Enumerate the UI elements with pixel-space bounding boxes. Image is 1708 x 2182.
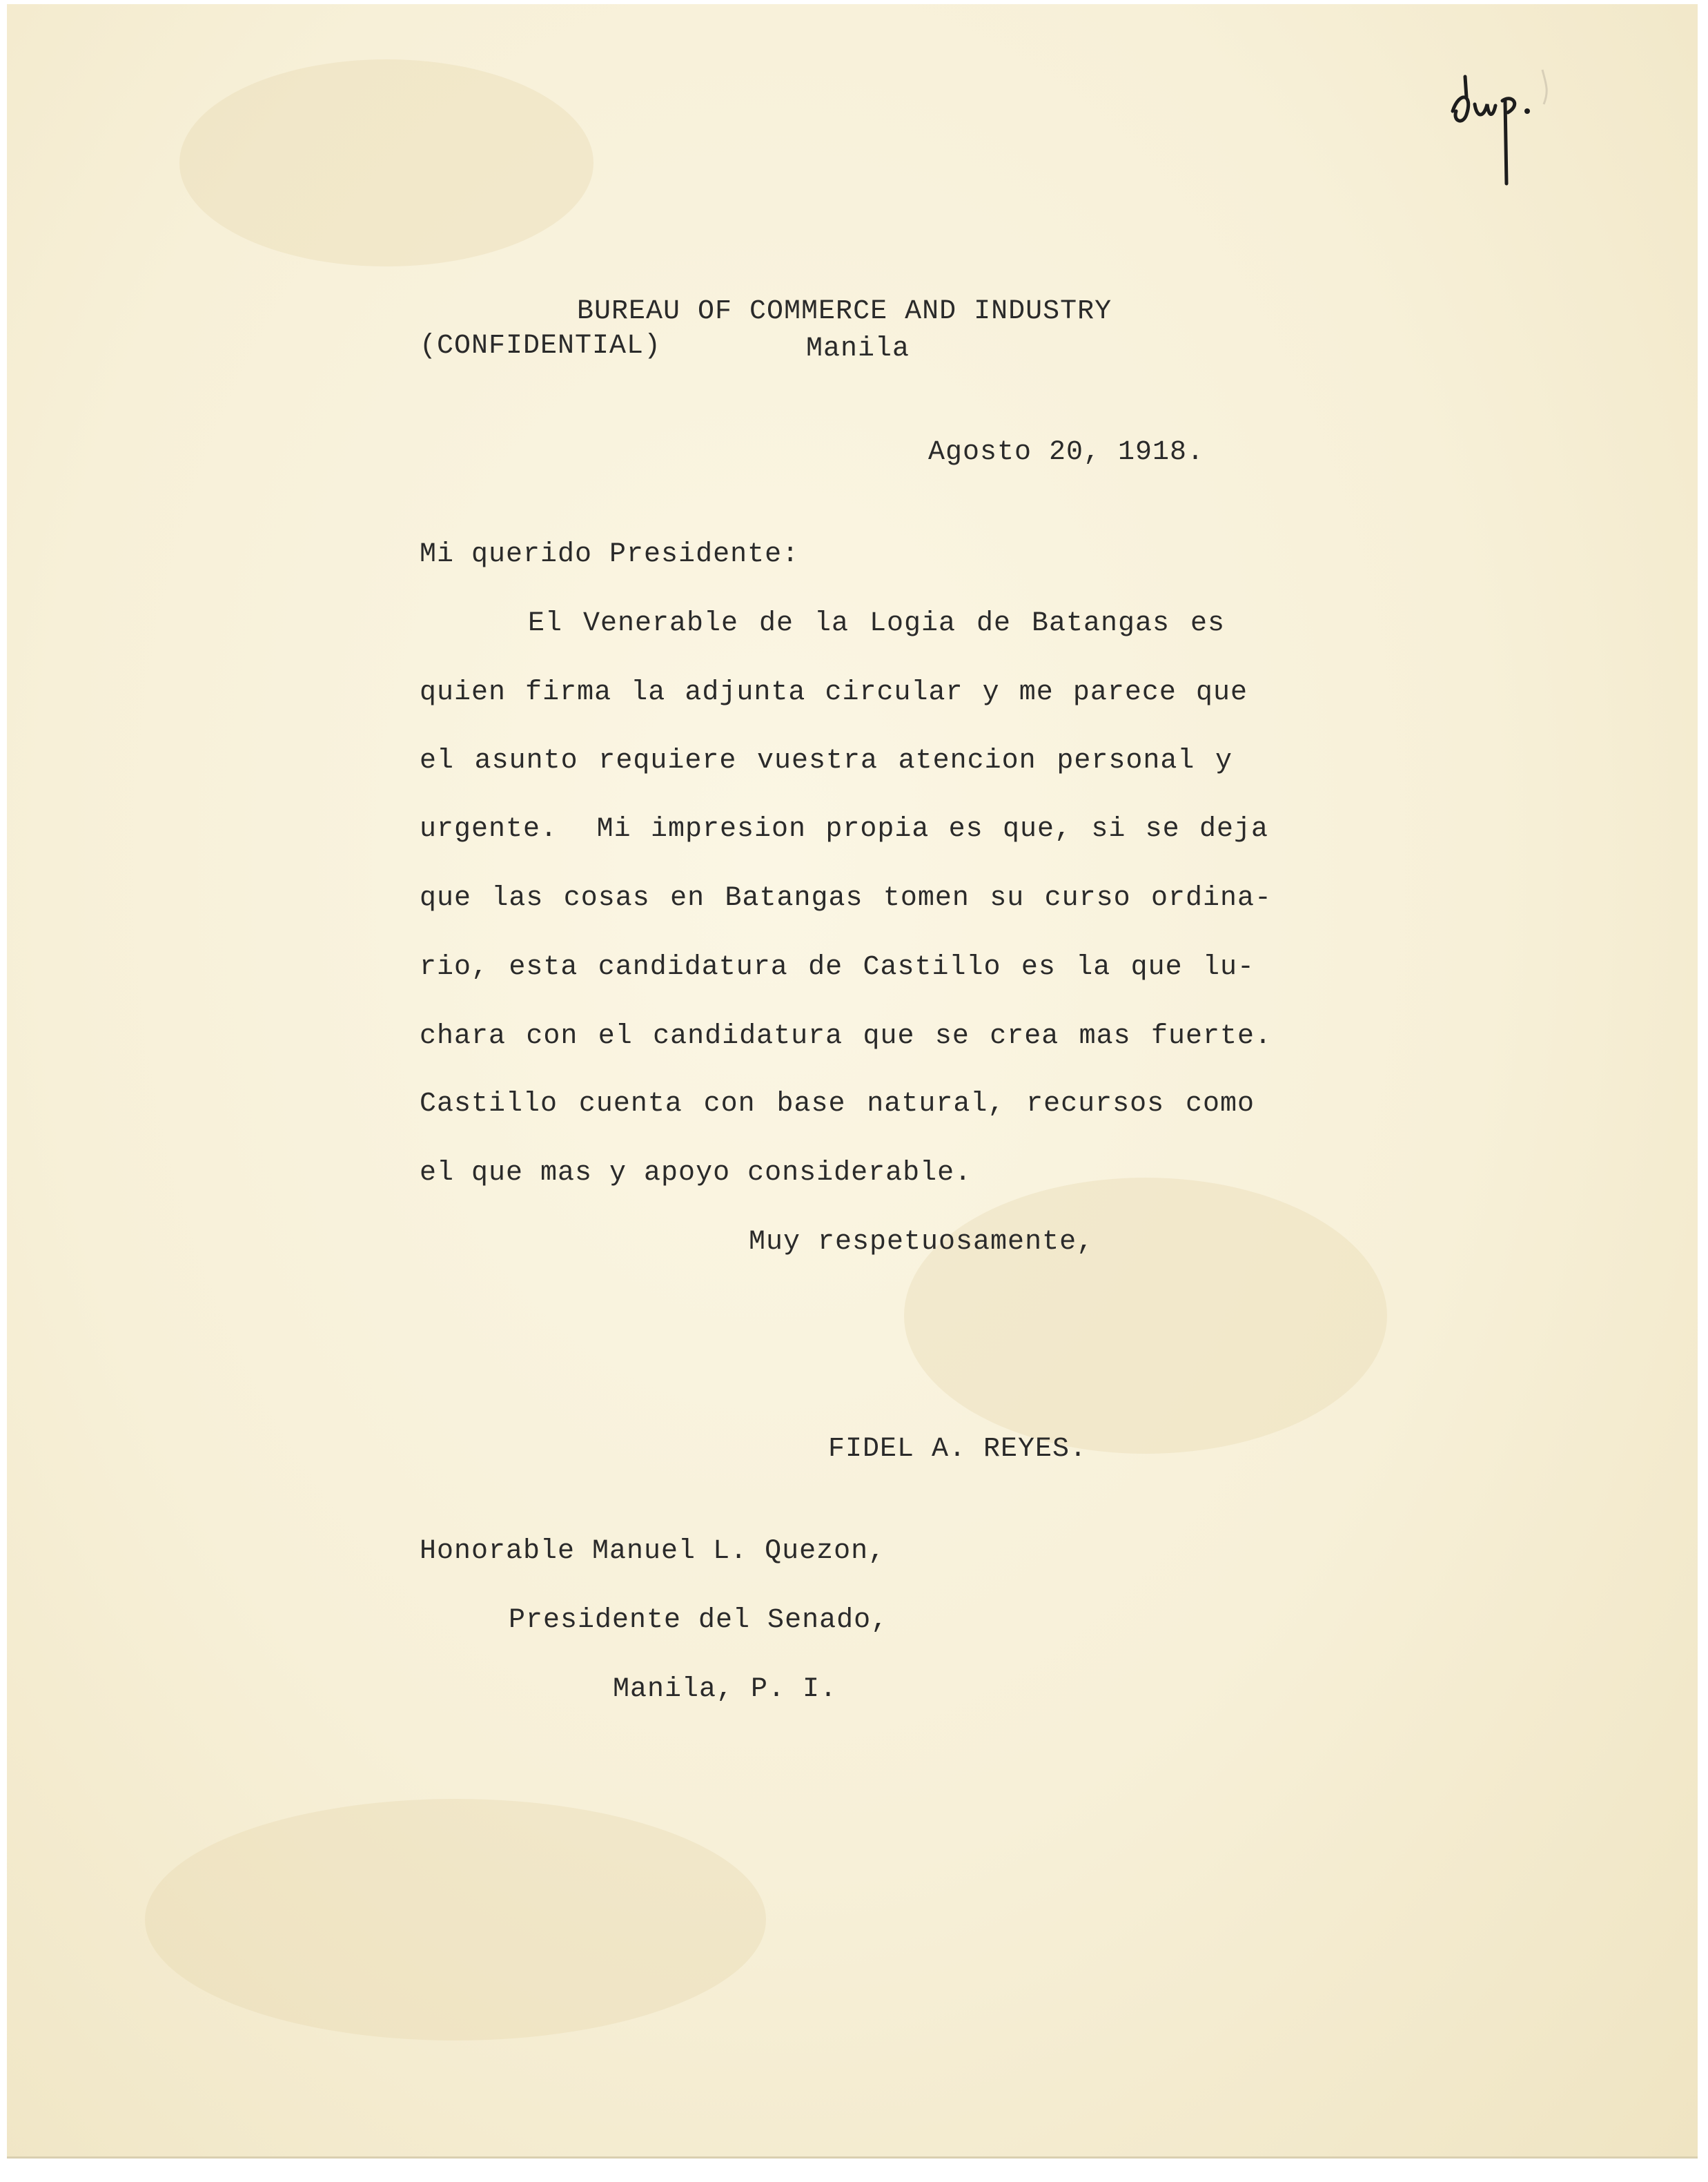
body-line: el que mas y apoyo considerable.: [420, 1158, 972, 1189]
paper-stain: [145, 1799, 766, 2040]
addressee-location: Manila, P. I.: [613, 1674, 838, 1705]
body-line: El Venerable de la Logia de Batangas es: [528, 608, 1225, 639]
body-line: el asunto requiere vuestra atencion personal y: [420, 746, 1233, 777]
document-page: [7, 4, 1698, 2159]
letterhead-city: Manila: [806, 333, 910, 364]
body-line: que las cosas en Batangas tomen su curso ordina-: [420, 883, 1272, 914]
handwritten-dup-note: [1446, 63, 1584, 201]
closing: Muy respetuosamente,: [749, 1227, 1095, 1258]
paper-stain: [179, 59, 593, 266]
confidential-label: (CONFIDENTIAL): [420, 331, 662, 362]
body-line: Castillo cuenta con base natural, recursos como: [420, 1089, 1255, 1120]
paper-stain: [904, 1178, 1387, 1454]
addressee-title: Presidente del Senado,: [509, 1605, 889, 1636]
body-line: rio, esta candidatura de Castillo es la que lu-: [420, 952, 1255, 983]
addressee-name: Honorable Manuel L. Quezon,: [420, 1536, 886, 1567]
body-line: quien firma la adjunta circular y me parece que: [420, 677, 1248, 708]
salutation: Mi querido Presidente:: [420, 539, 800, 570]
body-line: urgente. Mi impresion propia es que, si se deja: [420, 814, 1268, 845]
body-line: chara con el candidatura que se crea mas fuerte.: [420, 1021, 1272, 1052]
letterhead-bureau: BUREAU OF COMMERCE AND INDUSTRY: [577, 296, 1112, 327]
letter-date: Agosto 20, 1918.: [928, 437, 1205, 468]
signature: FIDEL A. REYES.: [828, 1434, 1088, 1465]
